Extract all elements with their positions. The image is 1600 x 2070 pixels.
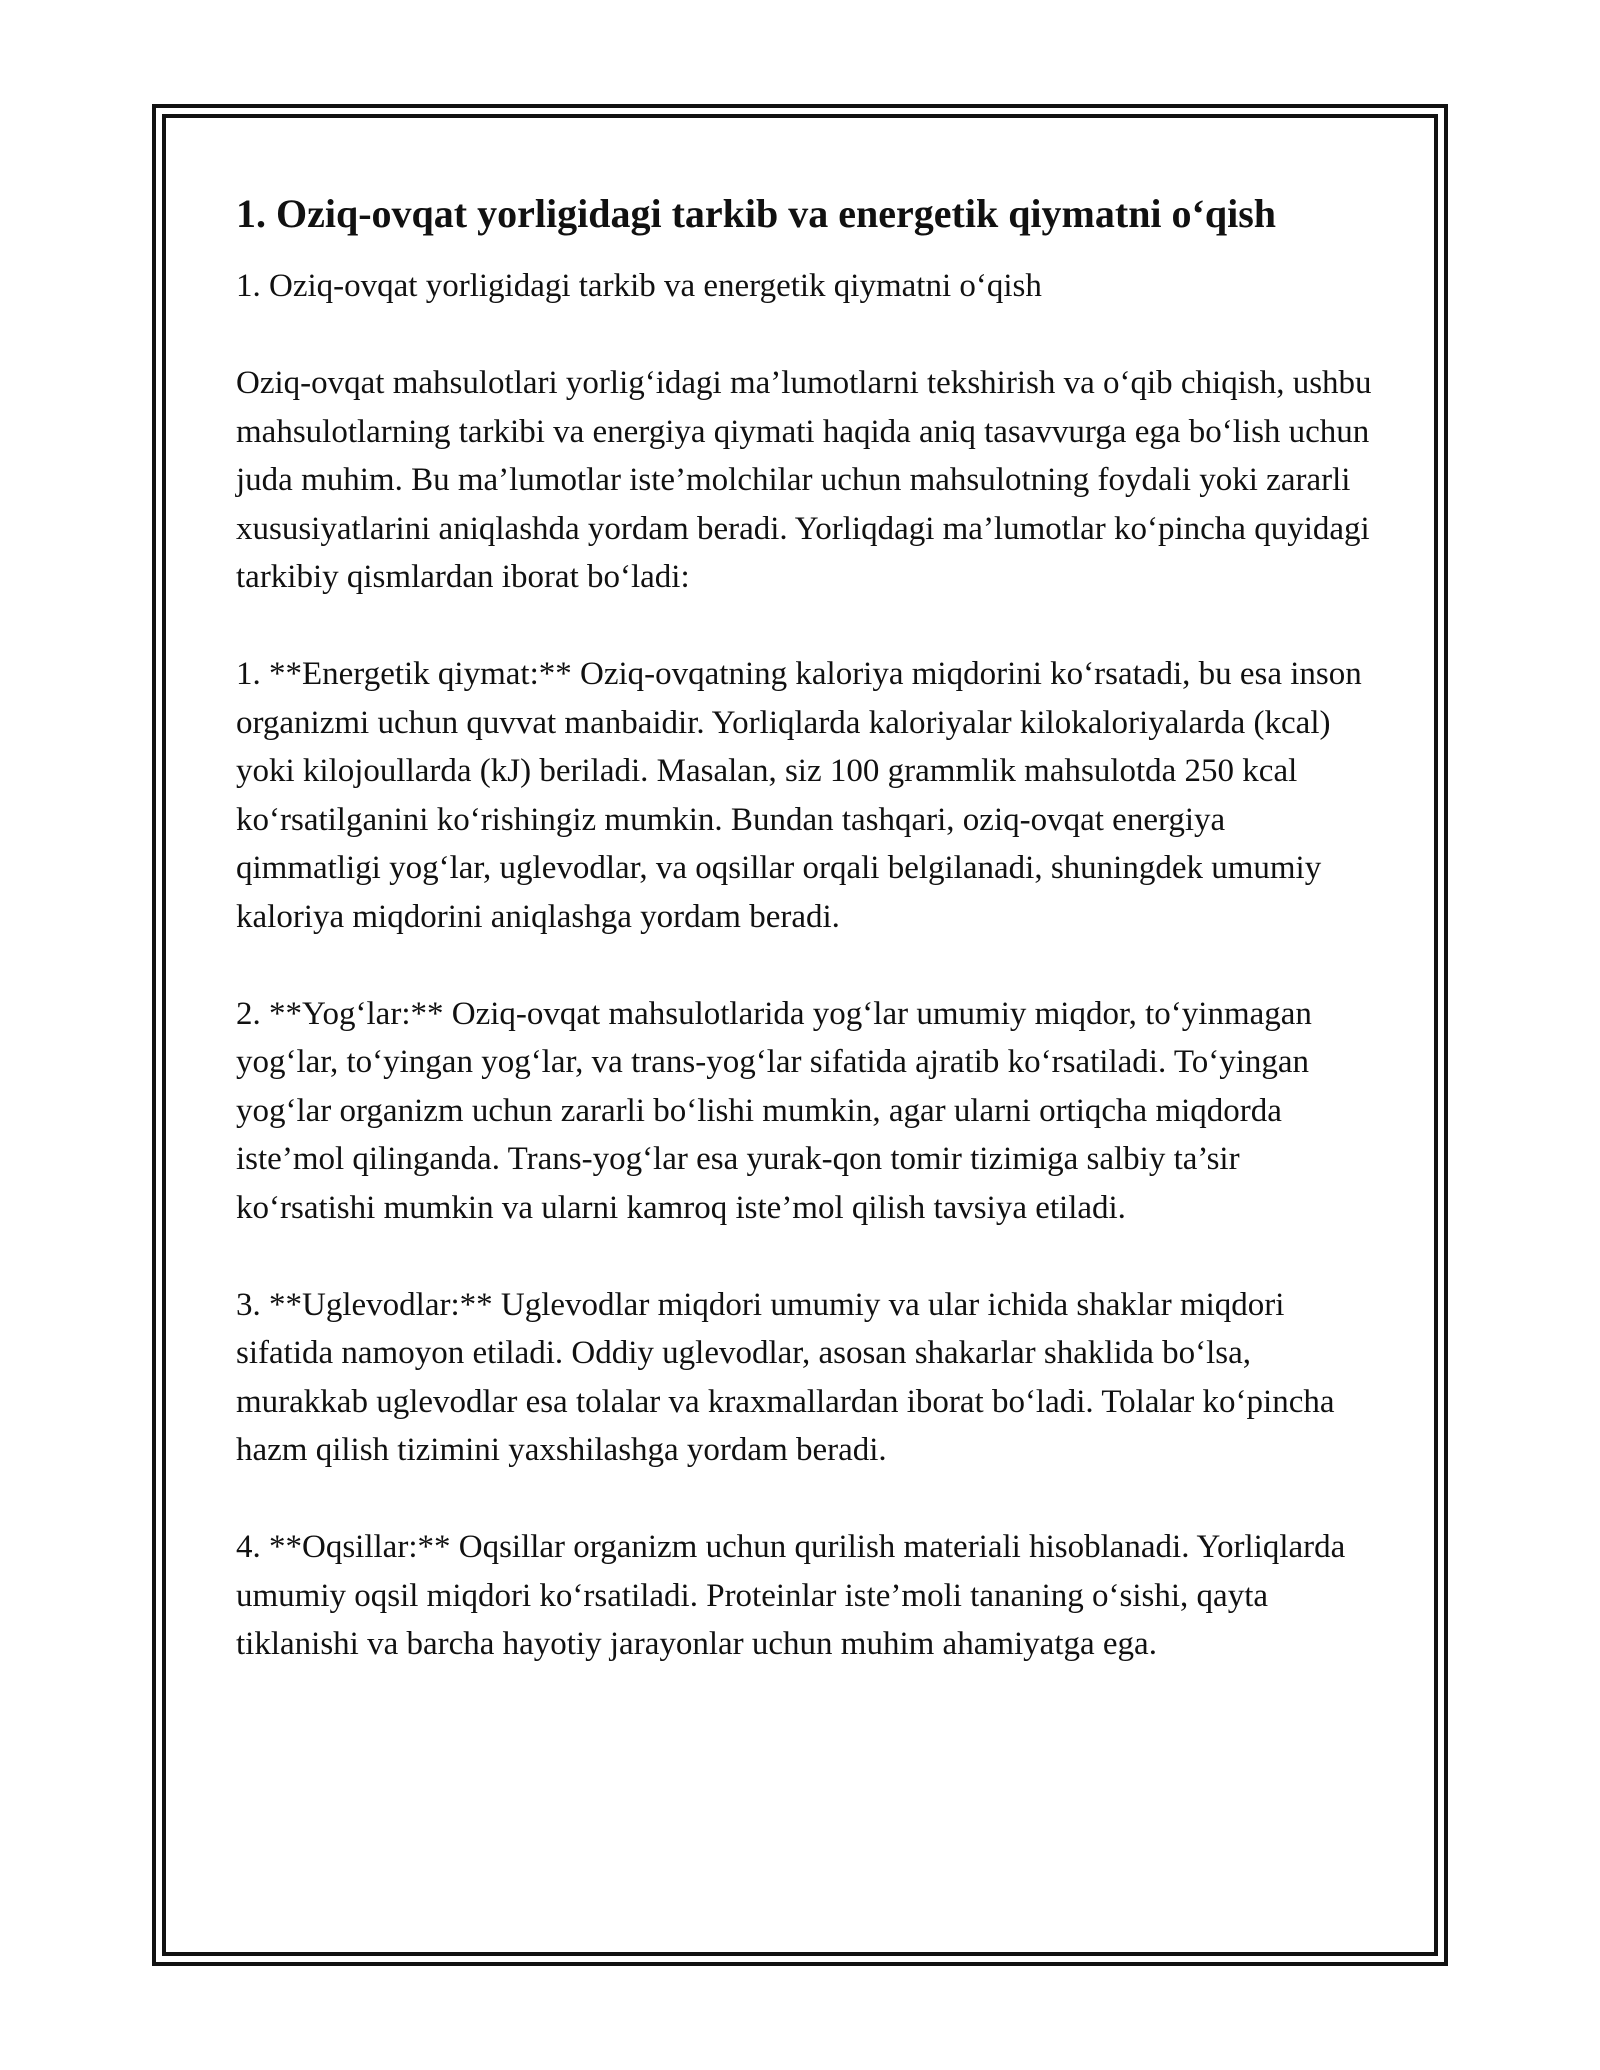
paragraph-uglevodlar: 3. **Uglevodlar:** Uglevodlar miqdori umumiy va ular ichida shaklar miqdori sifatida namoyon etiladi. Oddiy uglevodlar, asosan shakarlar shaklida bo‘lsa, murakkab uglevodlar esa tolalar va kraxmallardan iborat bo‘ladi. Tolalar ko‘pincha hazm qilish tizimini yaxshilashga yordam beradi. — [236, 1286, 1335, 1468]
paragraph-intro: Oziq-ovqat mahsulotlari yorlig‘idagi ma’lumotlarni tekshirish va o‘qib chiqish, ushbu mahsulotlarning tarkibi va energiya qiymati haqida aniq tasavvurga ega bo‘lish uchun juda muhim. Bu ma’lumotlar iste’molchilar uchun mahsulotning foydali yoki zararli xususiyatlarini aniqlashda yordam beradi. Yorliqdagi ma’lumotlar ko‘pincha quyidagi tarkibiy qismlardan iborat bo‘ladi: — [236, 365, 1372, 595]
paragraph-oqsillar: 4. **Oqsillar:** Oqsillar organizm uchun qurilish materiali hisoblanadi. Yorliqlarda umumiy oqsil miqdori ko‘rsatiladi. Proteinlar iste’moli tananing o‘sishi, qayta tiklanishi va barcha hayotiy jarayonlar uchun muhim ahamiyatga ega. — [236, 1529, 1346, 1662]
paragraph-energetik-qiymat: 1. **Energetik qiymat:** Oziq-ovqatning kaloriya miqdorini ko‘rsatadi, bu esa inson organizmi uchun quvvat manbaidir. Yorliqlarda kaloriyalar kilokaloriyalarda (kcal) yoki kilojoullarda (kJ) beriladi. Masalan, siz 100 grammlik mahsulotda 250 kcal ko‘rsatilganini ko‘rishingiz mumkin. Bundan tashqari, oziq-ovqat energiya qimmatligi yog‘lar, uglevodlar, va oqsillar orqali belgilanadi, shuningdek umumiy kaloriya miqdorini aniqlashga yordam beradi. — [236, 656, 1362, 935]
document-heading: 1. Oziq-ovqat yorligidagi tarkib va energetik qiymatni o‘qish — [236, 191, 1277, 236]
paragraph-yoglar: 2. **Yog‘lar:** Oziq-ovqat mahsulotlarida yog‘lar umumiy miqdor, to‘yinmagan yog‘lar, to‘yingan yog‘lar, va trans-yog‘lar sifatida ajratib ko‘rsatiladi. To‘yingan yog‘lar organizm uchun zararli bo‘lishi mumkin, agar ularni ortiqcha miqdorda iste’mol qilinganda. Trans-yog‘lar esa yurak-qon tomir tizimiga salbiy ta’sir ko‘rsatishi mumkin va ularni kamroq iste’mol qilish tavsiya etiladi. — [236, 995, 1312, 1226]
document-body — [236, 186, 1376, 1717]
paragraph-subtitle: 1. Oziq-ovqat yorligidagi tarkib va energetik qiymatni o‘qish — [236, 268, 1042, 304]
